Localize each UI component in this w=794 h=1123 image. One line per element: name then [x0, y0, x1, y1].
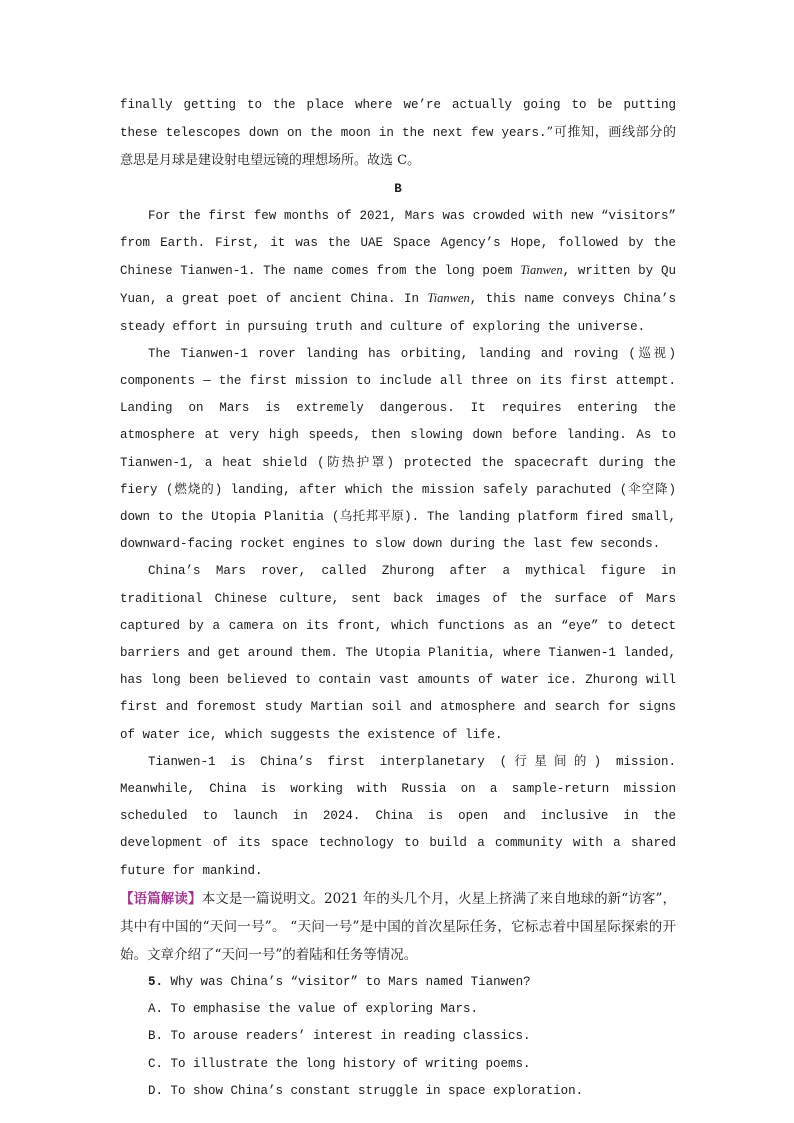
carryover-chinese: ”可推知，画线部分的意思是月球是建设射电望远镜的理想场所。故选 C。: [120, 125, 676, 169]
passage-paragraph-3: China’s Mars rover, called Zhurong after a mythical figure in traditional Chinese culture, sent back images of the surface of Mars captured by a camera on its front, which functions as an “eye” to detect barriers and get around them. The Utopia Planitia, where Tianwen-1 landed, has long been believed to contain vast amounts of water ice. Zhurong will first and foremost study Martian soil and atmosphere and search for signs of water ice, which suggests the existence of life.: [120, 564, 676, 742]
carryover-paragraph: [120, 92, 676, 176]
p1-text-b: , written by Qu Yuan, a great poet of ancient China. In: [120, 264, 676, 307]
option-d: D. To show China’s constant struggle in space exploration.: [148, 1083, 584, 1098]
reading-analysis: [120, 885, 676, 969]
document-content: [120, 92, 676, 1105]
question-5: [120, 969, 676, 996]
option-c: C. To illustrate the long history of writing poems.: [148, 1056, 531, 1071]
section-title: B: [394, 181, 402, 196]
carryover-english: finally getting to the place where we’re actually going to be putting these telescopes down on the moon in the next few years.: [120, 98, 676, 141]
passage-paragraph-4: Tianwen-1 is China’s first interplanetary (行星间的) mission. Meanwhile, China is working with Russia on a sample-return mission scheduled to launch in 2024. China is open and inclusive in the development of its space technology to build a community with a shared future for mankind.: [120, 754, 676, 878]
question-text: Why was China’s “visitor” to Mars named Tianwen?: [170, 974, 531, 989]
question-number: 5.: [148, 974, 164, 989]
reading-analysis-tag: 【语篇解读】: [120, 890, 202, 907]
passage-paragraph-1: [120, 203, 676, 341]
passage-paragraph-2: The Tianwen-1 rover landing has orbiting, landing and roving (巡视) components — the first mission to include all three on its first attempt. Landing on Mars is extremely dangerous. It requires entering the atmosphere at very high speeds, then slowing down before landing. As to Tianwen-1, a heat shield (防热护罩) protected the spacecraft during the fiery (燃烧的) landing, after which the mission safely parachuted (伞空降) down to the Utopia Planitia (乌托邦平原). The landing platform fired small, downward-facing rocket engines to slow down during the last few seconds.: [120, 346, 676, 552]
p1-poem-title-2: Tianwen: [427, 291, 470, 306]
reading-analysis-text: 本文是一篇说明文。2021 年的头几个月，火星上挤满了来自地球的新“访客”，其中有中国的“天问一号”。 “天问一号”是中国的首次星际任务，它标志着中国星际探索的开始。文章介绍了“天问一号”的着陆和任务等情况。: [120, 890, 676, 963]
p1-poem-title-1: Tianwen: [520, 263, 563, 278]
option-a: A. To emphasise the value of exploring Mars.: [148, 1002, 479, 1017]
p1-text-c: , this name conveys China’s steady effort in pursuing truth and culture of exploring the universe.: [120, 292, 676, 334]
p1-text-a: For the first few months of 2021, Mars was crowded with new “visitors” from Earth. First, it was the UAE Space Agency’s Hope, followed by the Chinese Tianwen-1. The name comes from the long poem: [120, 208, 676, 279]
option-b: B. To arouse readers’ interest in reading classics.: [148, 1029, 531, 1044]
